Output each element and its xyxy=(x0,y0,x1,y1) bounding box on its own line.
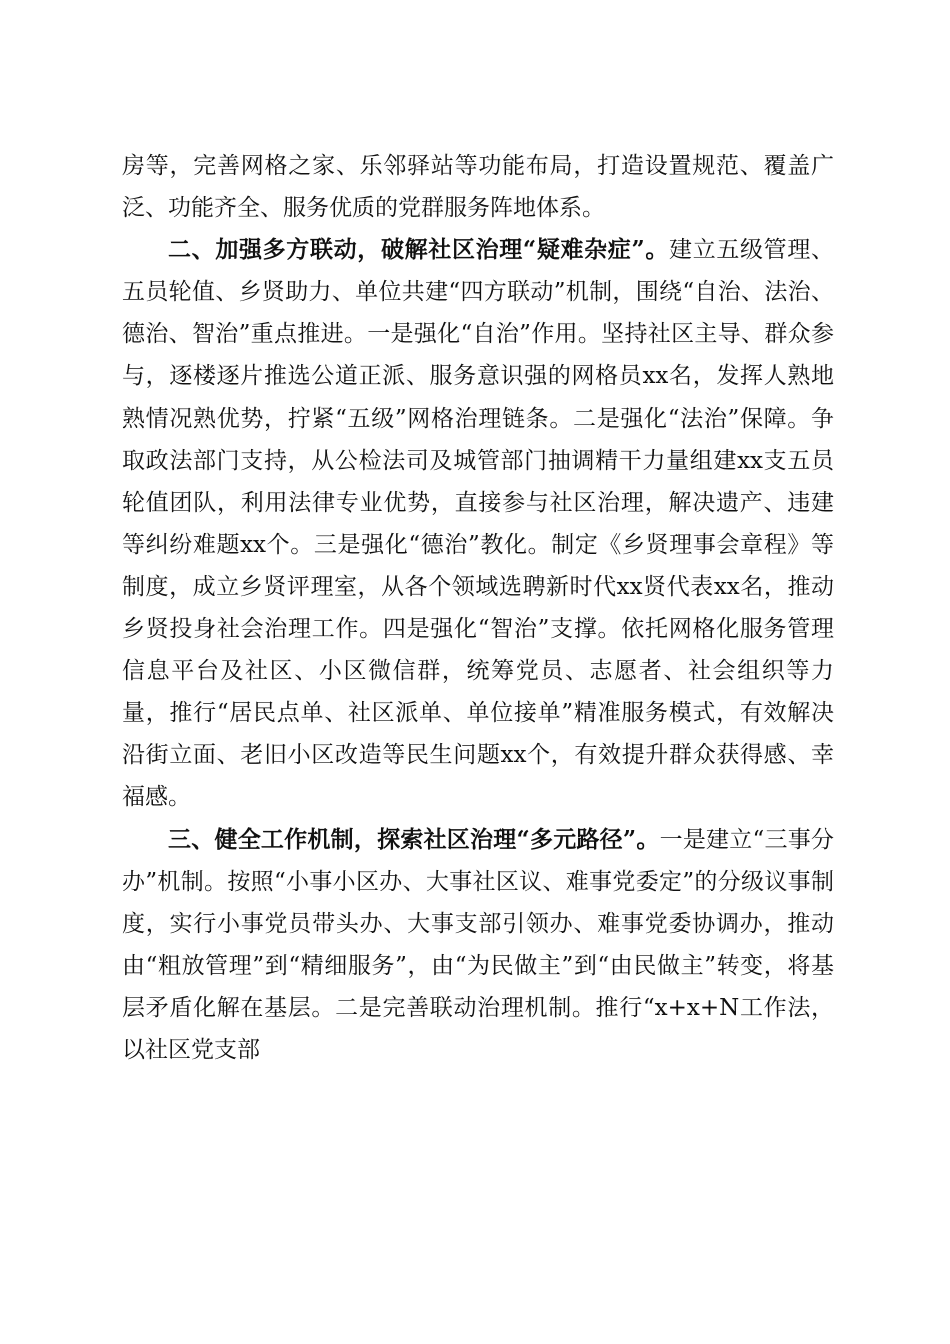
paragraph-continuation xyxy=(122,145,834,229)
paragraph-text: 建立五级管理、五员轮值、乡贤助力、单位共建“四方联动”机制，围绕“自治、法治、德治、智治”重点推进。一是强化“自治”作用。坚持社区主导、群众参与，逐楼逐片推选公道正派、服务意识强的网格员xx名，发挥人熟地熟情况熟优势，拧紧“五级”网格治理链条。二是强化“法治”保障。争取政法部门支持，从公检法司及城管部门抽调精干力量组建xx支五员轮值团队，利用法律专业优势，直接参与社区治理，解决遗产、违建等纠纷难题xx个。三是强化“德治”教化。制定《乡贤理事会章程》等制度，成立乡贤评理室，从各个领域选聘新时代xx贤代表xx名，推动乡贤投身社会治理工作。四是强化“智治”支撑。依托网格化服务管理信息平台及社区、小区微信群，统筹党员、志愿者、社会组织等力量，推行“居民点单、社区派单、单位接单”精准服务模式，有效解决沿街立面、老旧小区改造等民生问题xx个，有效提升群众获得感、幸福感。 xyxy=(122,237,835,811)
paragraph-text: 房等，完善网格之家、乐邻驿站等功能布局，打造设置规范、覆盖广泛、功能齐全、服务优质的党群服务阵地体系。 xyxy=(122,153,834,222)
document-body xyxy=(122,145,834,1071)
paragraph-section-three xyxy=(122,819,834,1072)
section-heading: 二、加强多方联动，破解社区治理“疑难杂症”。 xyxy=(168,236,670,264)
paragraph-text: 一是建立“三事分办”机制。按照“小事小区办、大事社区议、难事党委定”的分级议事制度，实行小事党员带头办、大事支部引领办、难事党委协调办，推动由“粗放管理”到“精细服务”，由“为民做主”到“由民做主”转变，将基层矛盾化解在基层。二是完善联动治理机制。推行“x+x+N工作法，以社区党支部 xyxy=(122,826,834,1063)
section-heading: 三、健全工作机制，探索社区治理“多元路径”。 xyxy=(168,825,660,853)
paragraph-section-two xyxy=(122,229,834,818)
